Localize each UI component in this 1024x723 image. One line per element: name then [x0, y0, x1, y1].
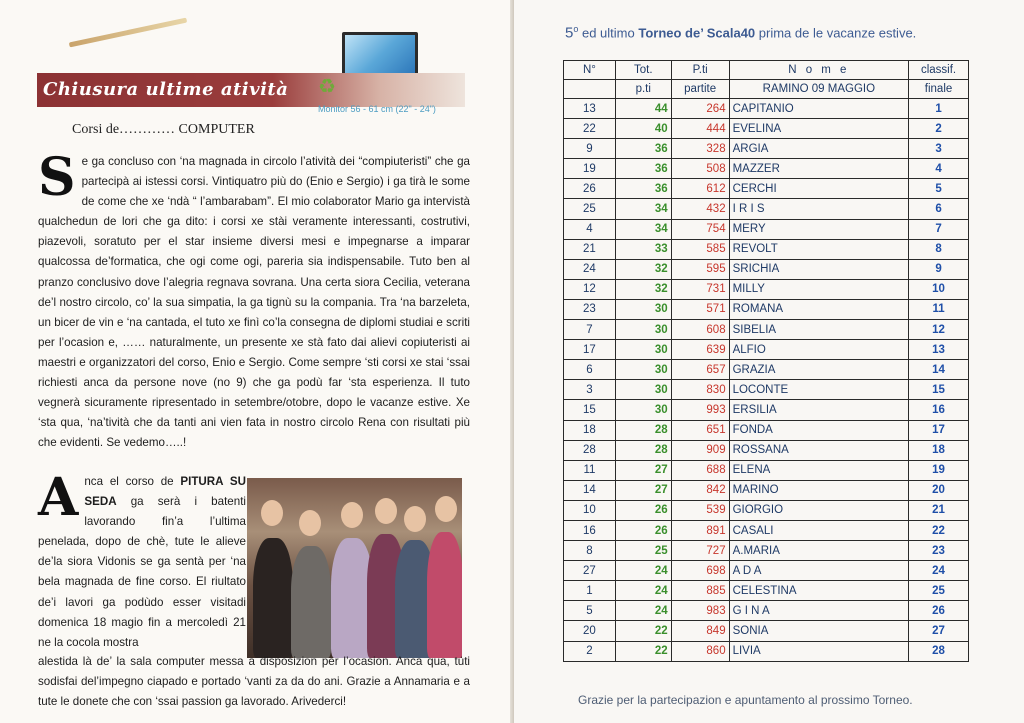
cell-number: 7: [564, 320, 616, 340]
cell-rank: 13: [909, 340, 969, 360]
cell-total-points: 22: [615, 621, 671, 641]
cell-game-points: 731: [671, 279, 729, 299]
cell-total-points: 27: [615, 460, 671, 480]
cell-name: I R I S: [729, 199, 908, 219]
cell-number: 27: [564, 561, 616, 581]
table-row: [564, 99, 969, 119]
cell-game-points: 727: [671, 541, 729, 561]
group-photo: [247, 478, 462, 658]
table-row: [564, 380, 969, 400]
table-row: [564, 520, 969, 540]
cell-total-points: 25: [615, 541, 671, 561]
cell-number: 8: [564, 541, 616, 561]
cell-total-points: 36: [615, 159, 671, 179]
header-classif-2: finale: [909, 80, 969, 99]
cell-name: CELESTINA: [729, 581, 908, 601]
table-header-row-2: [564, 80, 969, 99]
table-row: [564, 119, 969, 139]
table-row: [564, 239, 969, 259]
cell-game-points: 444: [671, 119, 729, 139]
table-row: [564, 400, 969, 420]
cell-name: ERSILIA: [729, 400, 908, 420]
table-row: [564, 541, 969, 561]
cell-total-points: 22: [615, 641, 671, 661]
title-part-c: prima de le vacanze estive.: [755, 25, 917, 41]
cell-name: SONIA: [729, 621, 908, 641]
cell-rank: 1: [909, 99, 969, 119]
cell-total-points: 26: [615, 520, 671, 540]
cell-name: ROMANA: [729, 299, 908, 319]
cell-game-points: 639: [671, 340, 729, 360]
table-row: [564, 360, 969, 380]
cell-game-points: 264: [671, 99, 729, 119]
cell-total-points: 36: [615, 139, 671, 159]
paragraph-1-text: e ga concluso con ‘na magnada in circolo l’atività dei “compiuteristi” che ga partecipà ai istessi corsi. Vintiquatro più do (Enio e Sergio) i ga tirà le some de come che xe ‘ndà “ l’ambarabam”. El mio colaborator Mario ga intervistà qualchedun de lori che ga dito: i corsi xe stài veramente interessanti, costrutivi, piazevoli, soratuto per el star insieme diversi mesi e impegnarse a imparar qualcossa de’formatica, che ogi come ogi, pareria sia indispensabile. Tuto ben al pranzo conclusivo dove l’alegria regnava sovrana. Una certa siora Cecilia, veterana de’l nostro circolo, co’ la sua simpatia, la ga tignù su la compania. Tra ‘na barzeleta, un bicer de vin e ‘na cantada, el tuto xe finì co’la consegna de diplomi studiai e scriti per l’ocasion e, …… naturalmente, un presente xe stà fato dai alievi copiuteristi ai maestri e organizzatori del corso, Enio e Sergio. Come sempre ‘sti corsi xe stai ‘ssai richiesti anca da persone nove (no 9) che ga podù far ‘sta esperienza. Il tuto vegnerà sicuramente ripresentado in setembre/otobre, dopo le vacanze estive. Xe ‘sta qua, ‘na’tività che da tanti ani vien fata in nostro circolo Rena con risultati più che evidenti. Se vedemo…..!: [38, 155, 470, 450]
cell-rank: 23: [909, 541, 969, 561]
paragraph-2-text: ga serà i batenti lavorando fin’a l’ultima penelada, dopo de chè, tute le alieve de’la siora Vidonis se ga sentà per ‘na bela magnada de fine corso. El riultato de’i lavori ga podùdo esser visitadi domenica 18 magio fin a mercoledì 21 ne la cocola mostra: [38, 495, 246, 649]
recycle-icon: ♻: [318, 76, 336, 98]
cell-number: 12: [564, 279, 616, 299]
cell-name: LOCONTE: [729, 380, 908, 400]
cell-name: ROSSANA: [729, 440, 908, 460]
cell-number: 11: [564, 460, 616, 480]
tournament-title: [565, 24, 916, 41]
header-pti-2: partite: [671, 80, 729, 99]
cell-rank: 22: [909, 520, 969, 540]
cell-game-points: 993: [671, 400, 729, 420]
cell-number: 2: [564, 641, 616, 661]
cell-number: 20: [564, 621, 616, 641]
cell-total-points: 24: [615, 561, 671, 581]
cell-name: REVOLT: [729, 239, 908, 259]
footer-note: Grazie per la partecipazion e apuntamento al prossimo Torneo.: [578, 693, 913, 707]
table-row: [564, 299, 969, 319]
cell-number: 13: [564, 99, 616, 119]
cell-number: 24: [564, 259, 616, 279]
cell-number: 6: [564, 360, 616, 380]
cell-name: ALFIO: [729, 340, 908, 360]
cell-total-points: 34: [615, 199, 671, 219]
cell-name: MILLY: [729, 279, 908, 299]
table-row: [564, 500, 969, 520]
cell-number: 28: [564, 440, 616, 460]
paragraph-2-lead: nca el corso de: [84, 475, 181, 488]
scores-table: [563, 60, 969, 662]
cell-name: SRICHIA: [729, 259, 908, 279]
cell-rank: 28: [909, 641, 969, 661]
cell-total-points: 27: [615, 480, 671, 500]
cell-rank: 18: [909, 440, 969, 460]
dropcap-s: S: [38, 147, 76, 208]
cell-name: MARINO: [729, 480, 908, 500]
photo-person: [291, 546, 331, 658]
cell-rank: 4: [909, 159, 969, 179]
cell-rank: 20: [909, 480, 969, 500]
cell-rank: 3: [909, 139, 969, 159]
cell-number: 17: [564, 340, 616, 360]
cell-name: ELENA: [729, 460, 908, 480]
cell-game-points: 698: [671, 561, 729, 581]
cell-game-points: 885: [671, 581, 729, 601]
cell-game-points: 688: [671, 460, 729, 480]
cell-name: ARGIA: [729, 139, 908, 159]
cell-rank: 26: [909, 601, 969, 621]
cell-rank: 15: [909, 380, 969, 400]
article-paragraph-2-end: alestida là de’ la sala computer messa a disposizion per l’ocasion. Anca qua, tuti sodisfai del’impegno ciapado e portado ‘vanti za da do ani. Grazie a Annamaria e a tute le donete che con ‘ssai passion ga lavorado. Arivederci!: [38, 655, 470, 709]
cell-total-points: 33: [615, 239, 671, 259]
cell-total-points: 30: [615, 320, 671, 340]
table-row: [564, 641, 969, 661]
cell-game-points: 860: [671, 641, 729, 661]
cell-rank: 8: [909, 239, 969, 259]
cell-total-points: 30: [615, 340, 671, 360]
scores-body: [564, 99, 969, 662]
cell-game-points: 612: [671, 179, 729, 199]
table-row: [564, 340, 969, 360]
cell-name: MAZZER: [729, 159, 908, 179]
header-nome-2: RAMINO 09 MAGGIO: [729, 80, 908, 99]
cell-total-points: 30: [615, 360, 671, 380]
cell-game-points: 571: [671, 299, 729, 319]
header-tot: Tot.: [615, 61, 671, 80]
cell-rank: 24: [909, 561, 969, 581]
table-row: [564, 279, 969, 299]
cell-game-points: 595: [671, 259, 729, 279]
cell-total-points: 44: [615, 99, 671, 119]
cell-rank: 10: [909, 279, 969, 299]
table-row: [564, 460, 969, 480]
cell-name: FONDA: [729, 420, 908, 440]
cell-rank: 5: [909, 179, 969, 199]
cell-total-points: 28: [615, 440, 671, 460]
cell-total-points: 26: [615, 500, 671, 520]
dropcap-a: A: [38, 467, 79, 528]
cell-total-points: 30: [615, 380, 671, 400]
cell-game-points: 909: [671, 440, 729, 460]
cell-name: SIBELIA: [729, 320, 908, 340]
photo-person: [427, 532, 462, 658]
cell-name: A D A: [729, 561, 908, 581]
table-row: [564, 480, 969, 500]
cell-number: 16: [564, 520, 616, 540]
cell-number: 25: [564, 199, 616, 219]
cell-total-points: 28: [615, 420, 671, 440]
header-classif: classif.: [909, 61, 969, 80]
cell-game-points: 539: [671, 500, 729, 520]
cell-rank: 17: [909, 420, 969, 440]
cell-name: GIORGIO: [729, 500, 908, 520]
banner-title: Chiusura ultime atività: [43, 79, 289, 100]
cell-name: A.MARIA: [729, 541, 908, 561]
cell-number: 26: [564, 179, 616, 199]
cell-game-points: 842: [671, 480, 729, 500]
table-row: [564, 139, 969, 159]
pencil-illustration: [69, 18, 187, 48]
photo-head: [404, 506, 426, 532]
cell-game-points: 849: [671, 621, 729, 641]
cell-number: 15: [564, 400, 616, 420]
section-title: Corsi de………… COMPUTER: [72, 122, 255, 137]
table-row: [564, 420, 969, 440]
cell-rank: 11: [909, 299, 969, 319]
cell-rank: 25: [909, 581, 969, 601]
cell-number: 1: [564, 581, 616, 601]
cell-game-points: 891: [671, 520, 729, 540]
cell-rank: 21: [909, 500, 969, 520]
monitor-caption: Monitor 56 - 61 cm (22" - 24"): [318, 104, 436, 114]
cell-number: 23: [564, 299, 616, 319]
cell-total-points: 40: [615, 119, 671, 139]
header-tot-2: p.ti: [615, 80, 671, 99]
cell-total-points: 32: [615, 279, 671, 299]
photo-person: [253, 538, 293, 658]
cell-total-points: 24: [615, 601, 671, 621]
cell-name: CAPITANIO: [729, 99, 908, 119]
table-row: [564, 159, 969, 179]
cell-number: 3: [564, 380, 616, 400]
section-banner: [37, 73, 465, 107]
title-ordinal: o: [573, 24, 579, 34]
cell-rank: 12: [909, 320, 969, 340]
cell-game-points: 608: [671, 320, 729, 340]
photo-head: [435, 496, 457, 522]
cell-game-points: 983: [671, 601, 729, 621]
cell-name: CASALI: [729, 520, 908, 540]
cell-name: GRAZIA: [729, 360, 908, 380]
photo-head: [299, 510, 321, 536]
cell-game-points: 651: [671, 420, 729, 440]
article-paragraph-1: [38, 147, 470, 453]
cell-name: CERCHI: [729, 179, 908, 199]
cell-total-points: 24: [615, 581, 671, 601]
title-number: 5: [565, 24, 574, 42]
cell-number: 5: [564, 601, 616, 621]
photo-head: [375, 498, 397, 524]
title-part-a: ed ultimo: [578, 25, 639, 41]
table-row: [564, 440, 969, 460]
cell-total-points: 30: [615, 400, 671, 420]
paragraph-2-bold: PITURA SU SEDA: [84, 475, 246, 509]
cell-name: MERY: [729, 219, 908, 239]
table-row: [564, 561, 969, 581]
cell-game-points: 508: [671, 159, 729, 179]
cell-name: EVELINA: [729, 119, 908, 139]
title-part-b: Torneo de’ Scala40: [638, 25, 756, 41]
table-row: [564, 199, 969, 219]
cell-number: 10: [564, 500, 616, 520]
photo-head: [261, 500, 283, 526]
cell-total-points: 32: [615, 259, 671, 279]
cell-game-points: 830: [671, 380, 729, 400]
table-row: [564, 581, 969, 601]
cell-total-points: 30: [615, 299, 671, 319]
cell-rank: 7: [909, 219, 969, 239]
header-n-2: [564, 80, 616, 99]
cell-number: 4: [564, 219, 616, 239]
cell-rank: 6: [909, 199, 969, 219]
cell-game-points: 585: [671, 239, 729, 259]
cell-name: LIVIA: [729, 641, 908, 661]
header-pti: P.ti: [671, 61, 729, 80]
cell-number: 21: [564, 239, 616, 259]
cell-game-points: 657: [671, 360, 729, 380]
cell-total-points: 34: [615, 219, 671, 239]
cell-total-points: 36: [615, 179, 671, 199]
table-row: [564, 621, 969, 641]
table-row: [564, 320, 969, 340]
cell-rank: 27: [909, 621, 969, 641]
table-row: [564, 219, 969, 239]
cell-number: 9: [564, 139, 616, 159]
table-header-row: [564, 61, 969, 80]
header-nome: N o m e: [729, 61, 908, 80]
cell-rank: 19: [909, 460, 969, 480]
cell-rank: 9: [909, 259, 969, 279]
table-row: [564, 259, 969, 279]
cell-number: 19: [564, 159, 616, 179]
cell-number: 22: [564, 119, 616, 139]
cell-rank: 16: [909, 400, 969, 420]
cell-game-points: 754: [671, 219, 729, 239]
cell-game-points: 432: [671, 199, 729, 219]
header-n: N°: [564, 61, 616, 80]
cell-game-points: 328: [671, 139, 729, 159]
table-row: [564, 601, 969, 621]
cell-rank: 2: [909, 119, 969, 139]
cell-name: G I N A: [729, 601, 908, 621]
cell-number: 14: [564, 480, 616, 500]
cell-number: 18: [564, 420, 616, 440]
photo-head: [341, 502, 363, 528]
cell-rank: 14: [909, 360, 969, 380]
table-row: [564, 179, 969, 199]
article-paragraph-2: [38, 467, 246, 653]
